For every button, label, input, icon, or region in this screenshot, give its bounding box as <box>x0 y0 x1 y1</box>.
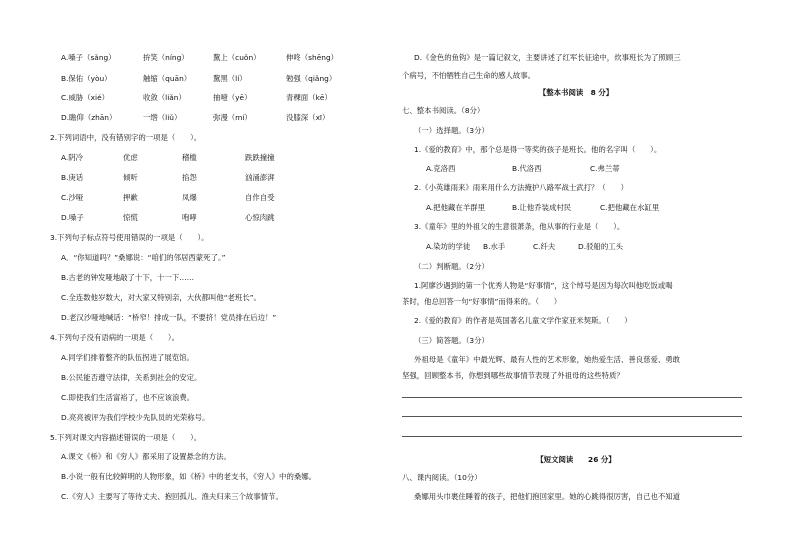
option-cell: A.嗓子（sǎng） <box>61 53 116 62</box>
question-4-title: 4.下列句子没有语病的一项是（ ）。 <box>50 333 179 342</box>
option-cell: D.瞻仰（zhān） <box>61 113 117 122</box>
q5-option: A.课文《桥》和《穷人》都采用了设置悬念的方法。 <box>61 452 231 461</box>
option-cell: 凤爆 <box>182 193 197 202</box>
option-cell: 一绺（liǔ） <box>143 113 182 122</box>
answer-subtitle: （三）简答题。（3分） <box>414 336 489 345</box>
option-cell: 黧上（cuǒn） <box>213 53 261 62</box>
option-cell: 跌跌撞撞 <box>245 153 275 162</box>
option-cell: 没膝深（xī） <box>286 113 330 122</box>
q4-option: A.同学们排着整齐的队伍拐进了展览馆。 <box>61 353 194 362</box>
option-cell: A.把他藏在羊群里 <box>426 203 486 212</box>
option-cell: B.让他乔装成村民 <box>512 203 572 212</box>
option-cell: C.弗兰蒂 <box>590 164 620 173</box>
answer-question-line: 坚强，回顾整本书，你想到哪些故事情节表现了外祖母的这些特质？ <box>402 371 624 380</box>
option-cell: 咆哮 <box>182 213 197 222</box>
judge-question-1-line: 1.阿廖沙遇到的第一个优秀人物是“好事情”，这个绰号是因为每次叫他吃饭或喝 <box>414 281 673 290</box>
answer-line[interactable] <box>402 397 742 398</box>
answer-question-line: 外祖母是《童年》中最光辉、最有人性的艺术形象，她热爱生活、善良慈爱、勇敢 <box>414 355 681 364</box>
question-8-title: 八、课内阅读。（10分） <box>402 473 482 482</box>
option-cell: 触缩（quān） <box>143 74 192 83</box>
option-cell: D.嗓子 <box>61 213 84 222</box>
option-cell: B.庚话 <box>61 173 84 182</box>
q4-option: D.亮亮被评为我们学校少先队员的光荣称号。 <box>61 413 210 422</box>
option-cell: 弥漫（mí） <box>213 113 252 122</box>
option-cell: B.代洛西 <box>512 164 542 173</box>
option-cell: 伸咚（shēng） <box>286 53 339 62</box>
option-cell: 拚笑（níng） <box>143 53 189 62</box>
q3-option: C.全连数他岁数大，对大家又特别亲，大伙都叫他“老班长”。 <box>61 293 261 302</box>
option-cell: 收敛（liǎn） <box>143 93 186 102</box>
option-cell: B.水手 <box>483 242 506 251</box>
section-header-whole-book: 【整本书阅读 8 分】 <box>538 88 614 97</box>
judge-question-2: 2.《爱的教育》的作者是英国著名儿童文学作家亚米契斯。（ ） <box>414 316 632 325</box>
option-cell: 倾听 <box>123 173 138 182</box>
option-cell: C.沙哑 <box>61 193 84 202</box>
option-cell: 青稞面（kē） <box>286 93 332 102</box>
choice-question-1: 1.《爱的教育》中，那个总是得一等奖的孩子是班长。他的名字叫（ ）。 <box>414 145 662 154</box>
option-cell: 心惊肉跳 <box>245 213 275 222</box>
q3-option: A．“你知道吗？”桑娜说：“咱们的邻居西蒙死了。” <box>61 253 226 262</box>
option-cell: C.威胁（xié） <box>61 93 110 102</box>
q4-option: C.即使我们生活富裕了，也不应该浪费。 <box>61 393 195 402</box>
q5-option: C.《穷人》主要写了等待丈夫、抱回孤儿、渔夫归来三个故事情节。 <box>61 492 283 501</box>
section-header-short-reading: 【短文阅读 26 分】 <box>536 455 616 464</box>
choice-subtitle: （一）选择题。（3分） <box>414 126 489 135</box>
question-2-title: 2.下列词语中，没有错别字的一项是（ ）。 <box>50 133 202 142</box>
q4-option: B.公民能否遵守法律，关系到社会的安定。 <box>61 373 202 382</box>
option-cell: A.克洛西 <box>426 164 456 173</box>
option-cell: B.保佑（yòu） <box>61 74 112 83</box>
option-cell: A.染坊的学徒 <box>426 242 471 251</box>
choice-question-2: 2.《小英雄雨来》雨来用什么方法掩护八路军战士武打？（ ） <box>414 183 628 192</box>
option-cell: 黧黑（lí） <box>213 74 247 83</box>
q3-option: D.老汉沙哑地喊话：“桥窄！排成一队，不要挤！党员排在后边！” <box>61 313 277 322</box>
answer-line[interactable] <box>402 436 742 437</box>
q5-option-d-line: D.《金色的鱼钩》是一篇记叙文，主要讲述了红军长征途中，炊事班长为了照顾三 <box>414 53 681 62</box>
passage-text: 桑娜用头巾裹住睡着的孩子，把他们抱回家里。她的心跳得很厉害，自己也不知道 <box>414 492 681 501</box>
choice-question-3: 3.《童年》里的外祖父的生意很萧条，他从事的行业是（ ）。 <box>414 222 625 231</box>
option-cell: D.驳船的工头 <box>578 242 623 251</box>
option-cell: 抽噎（yē） <box>213 93 252 102</box>
question-3-title: 3.下列句子标点符号使用错误的一项是（ ）。 <box>50 233 209 242</box>
option-cell: A.阴冷 <box>61 153 84 162</box>
q3-option: B.古老的钟发哑地敲了十下，十一下…… <box>61 273 195 282</box>
judge-question-1-line: 茶时，他总回答一句“好事情”而得来的。（ ） <box>402 297 562 306</box>
q5-option: B.小说一般有比较鲜明的人物形象，如《桥》中的老支书，《穷人》中的桑娜。 <box>61 472 317 481</box>
option-cell: 稽槛 <box>182 153 197 162</box>
option-cell: C.把他藏在水缸里 <box>600 203 660 212</box>
option-cell: 优虑 <box>123 153 138 162</box>
option-cell: 勉强（qiǎng） <box>286 74 337 83</box>
q5-option-d-line: 个病号，不怕牺牲自己生命的感人故事。 <box>402 71 536 80</box>
option-cell: 掐怨 <box>182 173 197 182</box>
answer-line[interactable] <box>402 416 742 417</box>
option-cell: 押歉 <box>123 193 138 202</box>
question-7-title: 七、整本书阅读。（8分） <box>402 106 485 115</box>
option-cell: 惊慌 <box>123 213 138 222</box>
option-cell: 自作自受 <box>245 193 275 202</box>
option-cell: C.纤夫 <box>533 242 556 251</box>
option-cell: 汹涌澎湃 <box>245 173 275 182</box>
judge-subtitle: （二）判断题。（2分） <box>414 262 489 271</box>
question-5-title: 5.下列对课文内容描述错误的一项是（ ）。 <box>50 433 202 442</box>
